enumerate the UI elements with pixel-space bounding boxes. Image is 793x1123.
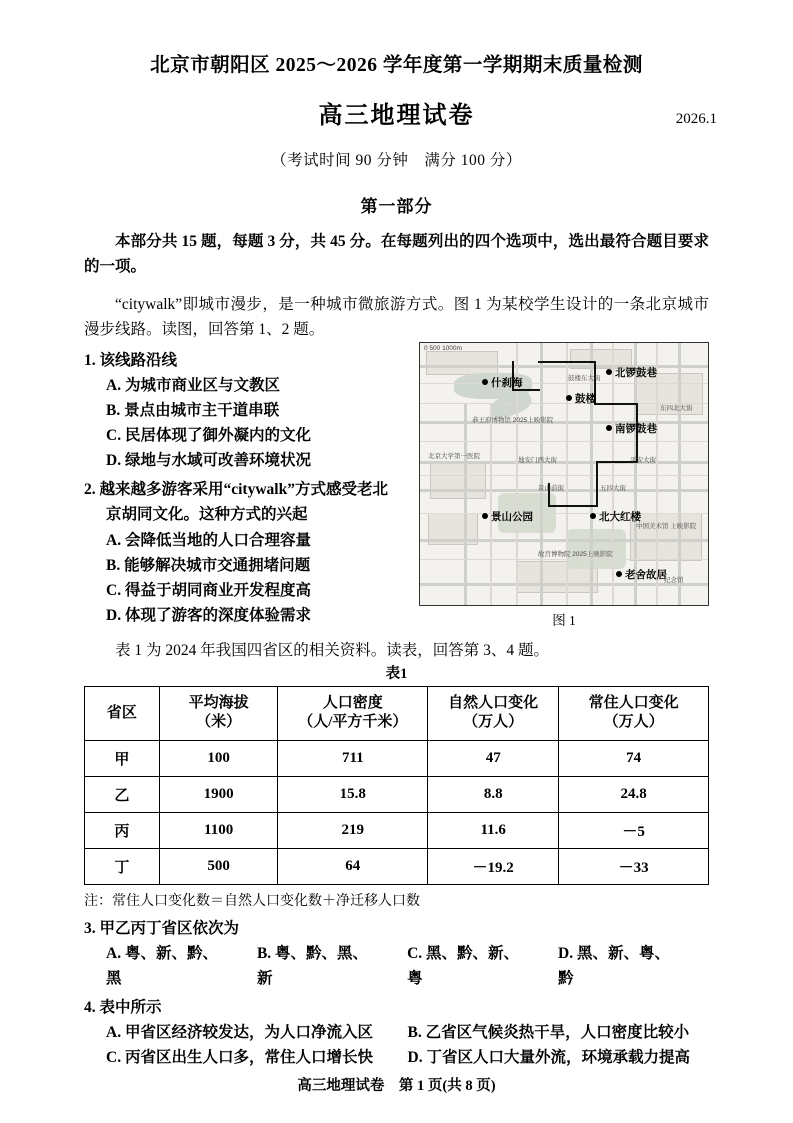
map-scale: 0 500 1000m bbox=[424, 344, 462, 352]
map-road bbox=[420, 441, 708, 443]
table-head bbox=[85, 686, 709, 740]
map-annotation: 平安大街 bbox=[630, 456, 656, 464]
page-footer: 高三地理试卷 第 1 页(共 8 页) bbox=[297, 1078, 496, 1094]
paper-title-row bbox=[84, 95, 717, 130]
map-annotation: 景山前街 bbox=[538, 484, 564, 492]
map-block bbox=[430, 463, 486, 499]
map-road bbox=[420, 383, 708, 385]
question-4-option-c[interactable]: C. 丙省区出生人口多，常住人口增长快 bbox=[106, 1049, 373, 1067]
map-annotation: 地安门西大街 bbox=[518, 456, 557, 464]
question-3-option-a[interactable]: A. 粤、新、黔、黑 bbox=[106, 945, 218, 988]
map-annotation: 恭王府博物馆 2025上映影院 bbox=[472, 416, 554, 424]
question-3-option-d[interactable]: D. 黑、新、粤、黔 bbox=[558, 945, 670, 988]
route-segment bbox=[596, 461, 598, 507]
poi-dot-icon bbox=[590, 513, 596, 519]
question-1 bbox=[84, 348, 414, 474]
table-header-row bbox=[85, 686, 709, 740]
question-1-option-d[interactable]: D. 绿地与水域可改善环境状况 bbox=[106, 452, 311, 470]
questions-column bbox=[84, 348, 414, 628]
poi-dot-icon bbox=[606, 369, 612, 375]
exam-date: 2026.1 bbox=[675, 111, 717, 128]
question-1-option-a[interactable]: A. 为城市商业区与文教区 bbox=[106, 376, 280, 394]
map-road bbox=[656, 343, 658, 605]
poi-beida-honglou: 北大红楼 bbox=[590, 509, 641, 524]
table-row bbox=[85, 776, 709, 812]
map-road bbox=[420, 559, 708, 561]
poi-beiluoguxiang: 北锣鼓巷 bbox=[606, 365, 657, 380]
question-3-stem: 3. 甲乙丙丁省区依次为 bbox=[84, 919, 240, 937]
table-label: 表1 bbox=[385, 665, 408, 682]
col-header-province: 省区 bbox=[85, 686, 160, 740]
table-row bbox=[85, 740, 709, 776]
table-body bbox=[85, 740, 709, 884]
cell-resident-change: 24.8 bbox=[559, 776, 709, 812]
page-title: 北京市朝阳区 2025～2026 学年度第一学期期末质量检测 bbox=[150, 55, 643, 76]
cell-province: 丙 bbox=[85, 812, 160, 848]
citywalk-map bbox=[419, 342, 709, 606]
cell-elevation: 1900 bbox=[159, 776, 278, 812]
cell-province: 甲 bbox=[85, 740, 160, 776]
poi-dot-icon bbox=[482, 379, 488, 385]
question-2-stem: 2. 越来越多游客采用“citywalk”方式感受老北 bbox=[84, 481, 388, 499]
passage-1: “citywalk”即城市漫步，是一种城市微旅游方式。图 1 为某校学生设计的一条北京城市漫步线路。读图，回答第 1、2 题。 bbox=[84, 295, 709, 338]
questions-with-figure bbox=[84, 344, 709, 628]
poi-dot-icon bbox=[566, 395, 572, 401]
question-4-option-b[interactable]: B. 乙省区气候炎热干旱，人口密度比较小 bbox=[407, 1024, 690, 1042]
poi-gulou: 鼓楼 bbox=[566, 391, 596, 406]
map-annotation: 鼓楼东大街 bbox=[568, 374, 601, 382]
cell-resident-change: 74 bbox=[559, 740, 709, 776]
cell-elevation: 100 bbox=[159, 740, 278, 776]
question-2-option-c[interactable]: C. 得益于胡同商业开发程度高 bbox=[106, 581, 311, 599]
map-annotation: 北京大学第一医院 bbox=[428, 452, 480, 460]
poi-shichahai: 什刹海 bbox=[482, 375, 523, 390]
province-data-table bbox=[84, 686, 709, 885]
poi-nanluoguxiang: 南锣鼓巷 bbox=[606, 421, 657, 436]
map-annotation: 故宫博物院 2025上映影院 bbox=[538, 550, 613, 558]
question-3 bbox=[84, 916, 709, 991]
route-segment bbox=[538, 361, 596, 363]
cell-resident-change: －5 bbox=[559, 812, 709, 848]
map-annotation: 纪念馆 bbox=[664, 576, 684, 584]
question-4-stem: 4. 表中所示 bbox=[84, 999, 162, 1017]
cell-natural-change: 47 bbox=[428, 740, 559, 776]
table-row bbox=[85, 848, 709, 884]
poi-dot-icon bbox=[616, 571, 622, 577]
cell-province: 乙 bbox=[85, 776, 160, 812]
cell-density: 64 bbox=[278, 848, 428, 884]
poi-jingshan-park: 景山公园 bbox=[482, 509, 533, 524]
paper-title: 高三地理试卷 bbox=[318, 103, 475, 130]
map-road bbox=[420, 513, 708, 515]
question-4-options-row2 bbox=[106, 1045, 709, 1070]
map-road bbox=[420, 475, 708, 477]
figure-1-caption: 图 1 bbox=[552, 612, 576, 628]
col-header-natural-change: 自然人口变化 （万人） bbox=[428, 686, 559, 740]
question-4 bbox=[84, 995, 709, 1070]
question-2 bbox=[84, 477, 414, 628]
question-2-stem-cont: 京胡同文化。这种方式的兴起 bbox=[106, 506, 308, 524]
question-4-option-a[interactable]: A. 甲省区经济较发达，为人口净流入区 bbox=[106, 1024, 373, 1042]
cell-resident-change: －33 bbox=[559, 848, 709, 884]
cell-province: 丁 bbox=[85, 848, 160, 884]
exam-info: （考试时间 90 分钟 满分 100 分） bbox=[271, 152, 522, 170]
cell-elevation: 500 bbox=[159, 848, 278, 884]
question-3-options bbox=[106, 941, 709, 991]
table-row bbox=[85, 812, 709, 848]
map-road bbox=[420, 365, 708, 368]
cell-natural-change: －19.2 bbox=[428, 848, 559, 884]
poi-dot-icon bbox=[606, 425, 612, 431]
section-title: 第一部分 bbox=[360, 197, 433, 217]
route-segment bbox=[550, 505, 598, 507]
question-1-option-b[interactable]: B. 景点由城市主干道串联 bbox=[106, 401, 280, 419]
question-2-option-b[interactable]: B. 能够解决城市交通拥堵问题 bbox=[106, 556, 311, 574]
map-annotation: 东四北大街 bbox=[660, 404, 693, 412]
part1-instruction: 本部分共 15 题，每题 3 分，共 45 分。在每题列出的四个选项中，选出最符合题目要求的一项。 bbox=[84, 233, 709, 276]
question-1-option-c[interactable]: C. 民居体现了御外凝内的文化 bbox=[106, 427, 311, 445]
table-note: 注：常住人口变化数＝自然人口变化数＋净迁移人口数 bbox=[84, 893, 420, 909]
map-road bbox=[612, 343, 614, 605]
question-2-option-a[interactable]: A. 会降低当地的人口合理容量 bbox=[106, 531, 311, 549]
route-segment bbox=[594, 403, 638, 405]
col-header-elevation: 平均海拔 （米） bbox=[159, 686, 278, 740]
map-road bbox=[566, 343, 568, 605]
cell-natural-change: 8.8 bbox=[428, 776, 559, 812]
poi-laoshe-former-residence: 老舍故居 bbox=[616, 567, 667, 582]
figure-1 bbox=[419, 342, 709, 629]
cell-natural-change: 11.6 bbox=[428, 812, 559, 848]
cell-density: 219 bbox=[278, 812, 428, 848]
question-3-option-b[interactable]: B. 粤、黔、黑、新 bbox=[256, 945, 369, 988]
question-4-option-d[interactable]: D. 丁省区人口大量外流，环境承载力提高 bbox=[407, 1049, 690, 1067]
cell-elevation: 1100 bbox=[159, 812, 278, 848]
map-annotation: 五四大街 bbox=[600, 484, 626, 492]
cell-density: 711 bbox=[278, 740, 428, 776]
col-header-resident-change: 常住人口变化 （万人） bbox=[559, 686, 709, 740]
map-road bbox=[464, 403, 467, 605]
question-3-option-c[interactable]: C. 黑、黔、新、粤 bbox=[407, 945, 520, 988]
map-block bbox=[426, 351, 498, 375]
page-content bbox=[84, 52, 717, 1071]
question-1-stem: 1. 该线路沿线 bbox=[84, 351, 178, 369]
cell-density: 15.8 bbox=[278, 776, 428, 812]
table-intro: 表 1 为 2024 年我国四省区的相关资料。读表，回答第 3、4 题。 bbox=[115, 641, 550, 659]
poi-dot-icon bbox=[482, 513, 488, 519]
question-2-option-d[interactable]: D. 体现了游客的深度体验需求 bbox=[106, 606, 311, 624]
col-header-density: 人口密度 （人/平方千米） bbox=[278, 686, 428, 740]
map-road bbox=[490, 403, 492, 605]
map-annotation: 中国美术馆 上映影院 bbox=[636, 522, 697, 530]
question-4-options-row1 bbox=[106, 1020, 709, 1045]
